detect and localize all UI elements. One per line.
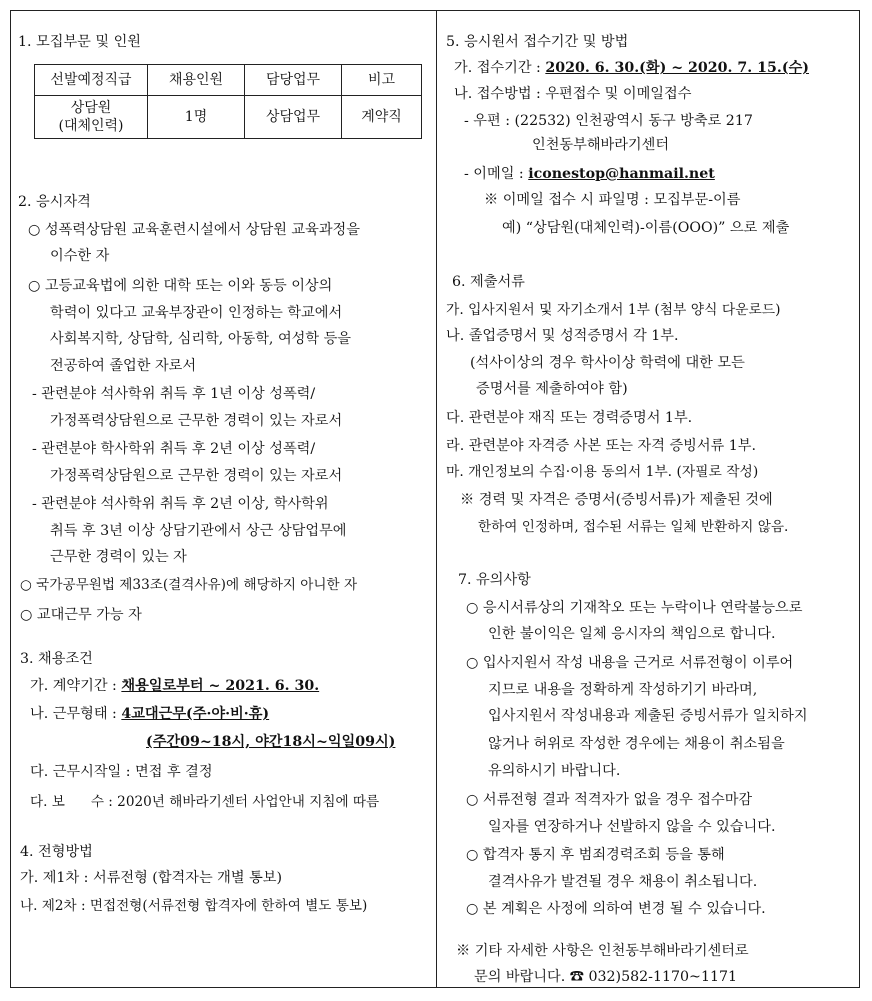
notice-line: 인한 불이익은 일체 응시자의 책임으로 합니다.: [488, 626, 776, 642]
qualification-line: - 관련분야 석사학위 취득 후 2년 이상, 학사학위: [32, 496, 329, 512]
notice-line: 입사지원서 작성내용과 제출된 증빙서류가 일치하지: [488, 708, 808, 724]
document-line: ※ 경력 및 자격은 증명서(증빙서류)가 제출된 것에: [460, 492, 773, 508]
postal-address: - 우편 : (22532) 인천광역시 동구 방축로 217: [464, 113, 753, 129]
section-1-heading: 1. 모집부문 및 인원: [18, 34, 142, 50]
notice-line: ○ 응시서류상의 기재착오 또는 누락이나 연락불능으로: [466, 600, 803, 616]
contract-period-value: 채용일로부터 ~ 2021. 6. 30.: [121, 678, 320, 694]
qualification-line: 가정폭력상담원으로 근무한 경력이 있는 자로서: [50, 413, 343, 429]
selection-first: 가. 제1차 : 서류전형 (합격자는 개별 통보): [20, 870, 283, 886]
application-period: [454, 58, 809, 78]
section-5-heading: 5. 응시원서 접수기간 및 방법: [446, 34, 629, 50]
table-cell-note: 계약직: [342, 96, 422, 139]
selection-second: 나. 제2차 : 면접전형(서류전형 합격자에 한하여 별도 통보): [20, 898, 368, 914]
start-date: 다. 근무시작일 : 면접 후 결정: [30, 764, 213, 780]
qualification-line: ○ 성폭력상담원 교육훈련시설에서 상담원 교육과정을: [28, 222, 360, 238]
table-cell-count: 1명: [148, 96, 245, 139]
qualification-line: 취득 후 3년 이상 상담기관에서 상근 상담업무에: [50, 523, 347, 539]
postal-recipient: 인천동부해바라기센터: [532, 137, 670, 153]
column-divider: [436, 10, 437, 988]
email-filename-example: 예) “상담원(대체인력)-이름(OOO)” 으로 제출: [502, 220, 790, 236]
table-header-duty: 담당업무: [245, 65, 342, 96]
table-header-count: 채용인원: [148, 65, 245, 96]
qualification-line: 가정폭력상담원으로 근무한 경력이 있는 자로서: [50, 468, 343, 484]
email-filename-note: ※ 이메일 접수 시 파일명 : 모집부문-이름: [484, 192, 741, 208]
salary: 다. 보 수 : 2020년 해바라기센터 사업안내 지침에 따름: [30, 794, 380, 810]
section-6-heading: 6. 제출서류: [452, 274, 525, 290]
application-period-label: 가. 접수기간 :: [454, 60, 541, 76]
qualification-line: 이수한 자: [50, 248, 110, 264]
email-label: - 이메일 :: [464, 166, 524, 182]
section-2-heading: 2. 응시자격: [18, 194, 91, 210]
qualification-line: - 관련분야 석사학위 취득 후 1년 이상 성폭력/: [32, 386, 316, 402]
qualification-line: 학력이 있다고 교육부장관이 인정하는 학교에서: [50, 305, 343, 321]
contract-period: [30, 676, 319, 696]
section-3-heading: 3. 채용조건: [20, 651, 93, 667]
work-hours: (주간09~18시, 야간18시~익일09시): [146, 734, 396, 750]
section-4-heading: 4. 전형방법: [20, 844, 93, 860]
qualification-line: - 관련분야 학사학위 취득 후 2년 이상 성폭력/: [32, 441, 316, 457]
notice-line: 않거나 허위로 작성한 경우에는 채용이 취소됨을: [488, 736, 785, 752]
notice-line: ○ 입사지원서 작성 내용을 근거로 서류전형이 이루어: [466, 655, 794, 671]
table-header-note: 비고: [342, 65, 422, 96]
email-address: iconestop@hanmail.net: [528, 166, 715, 182]
qualification-line: 사회복지학, 상담학, 심리학, 아동학, 여성학 등을: [50, 331, 351, 347]
notice-line: 결격사유가 발견될 경우 채용이 취소됩니다.: [488, 874, 758, 890]
document-line: 한하여 인정하며, 접수된 서류는 일체 반환하지 않음.: [478, 519, 789, 535]
notice-line: 지므로 내용을 정확하게 작성하기기 바라며,: [488, 682, 758, 698]
document-line: 증명서를 제출하여야 함): [476, 381, 628, 397]
application-method: 나. 접수방법 : 우편접수 및 이메일접수: [454, 86, 692, 102]
work-type-label: 나. 근무형태 :: [30, 706, 117, 722]
notice-line: ○ 합격자 통지 후 범죄경력조회 등을 통해: [466, 847, 725, 863]
email-line: [464, 164, 715, 184]
notice-line: 유의하시기 바랍니다.: [488, 763, 621, 779]
qualification-line: 전공하여 졸업한 자로서: [50, 358, 197, 374]
qualification-line: ○ 고등교육법에 의한 대학 또는 이와 동등 이상의: [28, 278, 333, 294]
table-cell-position: 상담원 (대체인력): [35, 96, 148, 139]
table-cell-duty: 상담업무: [245, 96, 342, 139]
work-type-value: 4교대근무(주·야·비·휴): [121, 706, 270, 722]
section-7-heading: 7. 유의사항: [458, 572, 531, 588]
contact-note: ※ 기타 자세한 사항은 인천동부해바라기센터로: [456, 943, 749, 959]
document-line: 마. 개인정보의 수집·이용 동의서 1부. (자필로 작성): [446, 464, 759, 480]
recruitment-table: [34, 64, 422, 139]
contract-period-label: 가. 계약기간 :: [30, 678, 117, 694]
document-line: (석사이상의 경우 학사이상 학력에 대한 모든: [470, 355, 745, 371]
qualification-line: 근무한 경력이 있는 자: [50, 549, 187, 565]
document-line: 다. 관련분야 재직 또는 경력증명서 1부.: [446, 410, 693, 426]
work-type: [30, 704, 269, 724]
notice-line: ○ 서류전형 결과 적격자가 없을 경우 접수마감: [466, 792, 753, 808]
qualification-line: ○ 국가공무원법 제33조(결격사유)에 해당하지 아니한 자: [20, 577, 358, 593]
document-line: 가. 입사지원서 및 자기소개서 1부 (첨부 양식 다운로드): [446, 302, 781, 318]
notice-line: ○ 본 계획은 사정에 의하여 변경 될 수 있습니다.: [466, 901, 766, 917]
notice-line: 일자를 연장하거나 선발하지 않을 수 있습니다.: [488, 819, 776, 835]
table-header-position: 선발예정직급: [35, 65, 148, 96]
application-period-value: 2020. 6. 30.(화) ~ 2020. 7. 15.(수): [545, 60, 809, 76]
document-line: 나. 졸업증명서 및 성적증명서 각 1부.: [446, 328, 679, 344]
document-line: 라. 관련분야 자격증 사본 또는 자격 증빙서류 1부.: [446, 438, 757, 454]
contact-phone: 문의 바랍니다. ☎ 032)582-1170~1171: [474, 969, 738, 985]
qualification-line: ○ 교대근무 가능 자: [20, 607, 142, 623]
